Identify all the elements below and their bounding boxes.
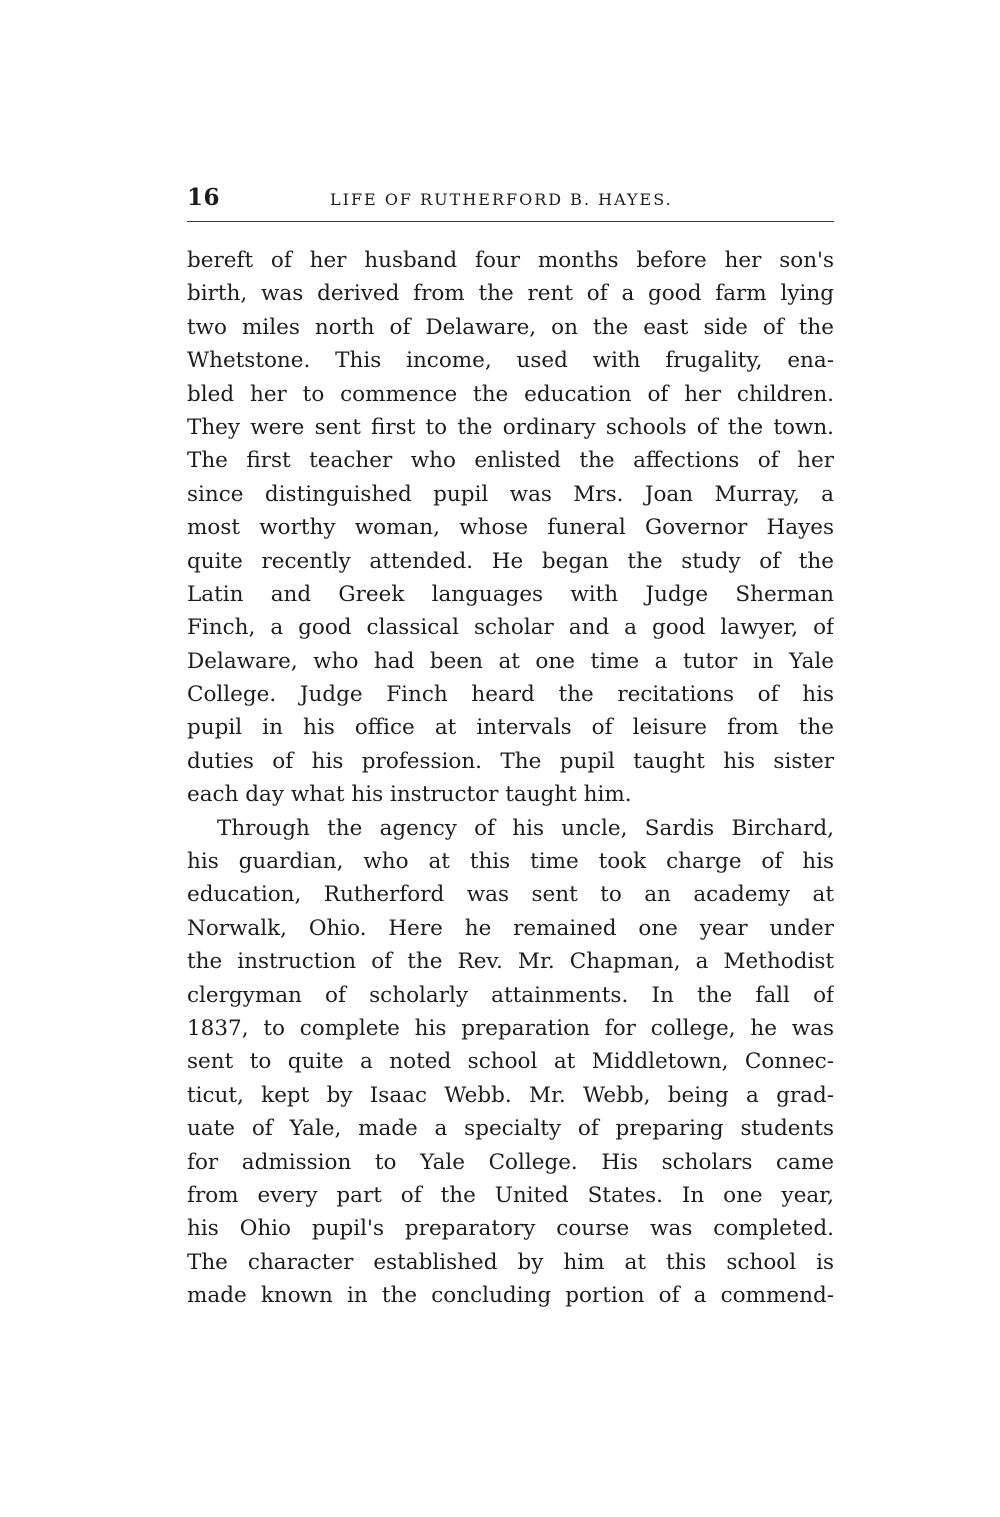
text-line: The character established by him at this school is <box>187 1249 834 1275</box>
text-line: from every part of the United States. In one year, <box>187 1182 834 1208</box>
text-line: most worthy woman, whose funeral Governor Hayes <box>187 515 834 541</box>
text-line: the instruction of the Rev. Mr. Chapman, a Methodist <box>187 949 834 975</box>
text-line: education, Rutherford was sent to an academy at <box>187 882 834 908</box>
text-line: two miles north of Delaware, on the east side of the <box>187 314 834 340</box>
text-line: The first teacher who enlisted the affections of her <box>187 448 834 474</box>
text-line: clergyman of scholarly attainments. In the fall of <box>187 982 834 1008</box>
text-line: quite recently attended. He began the study of the <box>187 548 834 574</box>
header-rule <box>187 221 834 222</box>
running-head: LIFE OF RUTHERFORD B. HAYES. <box>330 190 673 209</box>
text-line: Through the agency of his uncle, Sardis Birchard, <box>217 815 834 841</box>
text-line: sent to quite a noted school at Middletown, Connec- <box>187 1049 834 1075</box>
text-line: since distinguished pupil was Mrs. Joan Murray, a <box>187 481 834 507</box>
body-text <box>187 244 834 1313</box>
text-line: Finch, a good classical scholar and a good lawyer, of <box>187 615 834 641</box>
text-line: Whetstone. This income, used with frugality, ena- <box>187 348 834 374</box>
text-line: his Ohio pupil's preparatory course was completed. <box>187 1216 834 1242</box>
text-line: made known in the concluding portion of a commend- <box>187 1283 834 1309</box>
text-line: bereft of her husband four months before her son's <box>187 248 834 273</box>
text-line: uate of Yale, made a specialty of preparing students <box>187 1116 834 1142</box>
text-line: birth, was derived from the rent of a good farm lying <box>187 281 834 307</box>
text-line: for admission to Yale College. His scholars came <box>187 1149 834 1175</box>
text-line: They were sent first to the ordinary schools of the town. <box>187 414 834 440</box>
text-line: College. Judge Finch heard the recitations of his <box>187 682 834 708</box>
text-line: Latin and Greek languages with Judge Sherman <box>187 581 834 607</box>
text-line: Delaware, who had been at one time a tutor in Yale <box>187 648 834 674</box>
text-line: pupil in his office at intervals of leisure from the <box>187 715 834 741</box>
text-line: Norwalk, Ohio. Here he remained one year under <box>187 915 834 941</box>
page-number: 16 <box>187 184 221 211</box>
text-line: 1837, to complete his preparation for college, he was <box>187 1015 834 1041</box>
text-line: each day what his instructor taught him. <box>187 782 632 808</box>
text-line: duties of his profession. The pupil taught his sister <box>187 748 834 774</box>
text-line: his guardian, who at this time took charge of his <box>187 849 834 875</box>
text-line: bled her to commence the education of her children. <box>187 381 834 407</box>
text-line: ticut, kept by Isaac Webb. Mr. Webb, being a grad- <box>187 1082 834 1108</box>
